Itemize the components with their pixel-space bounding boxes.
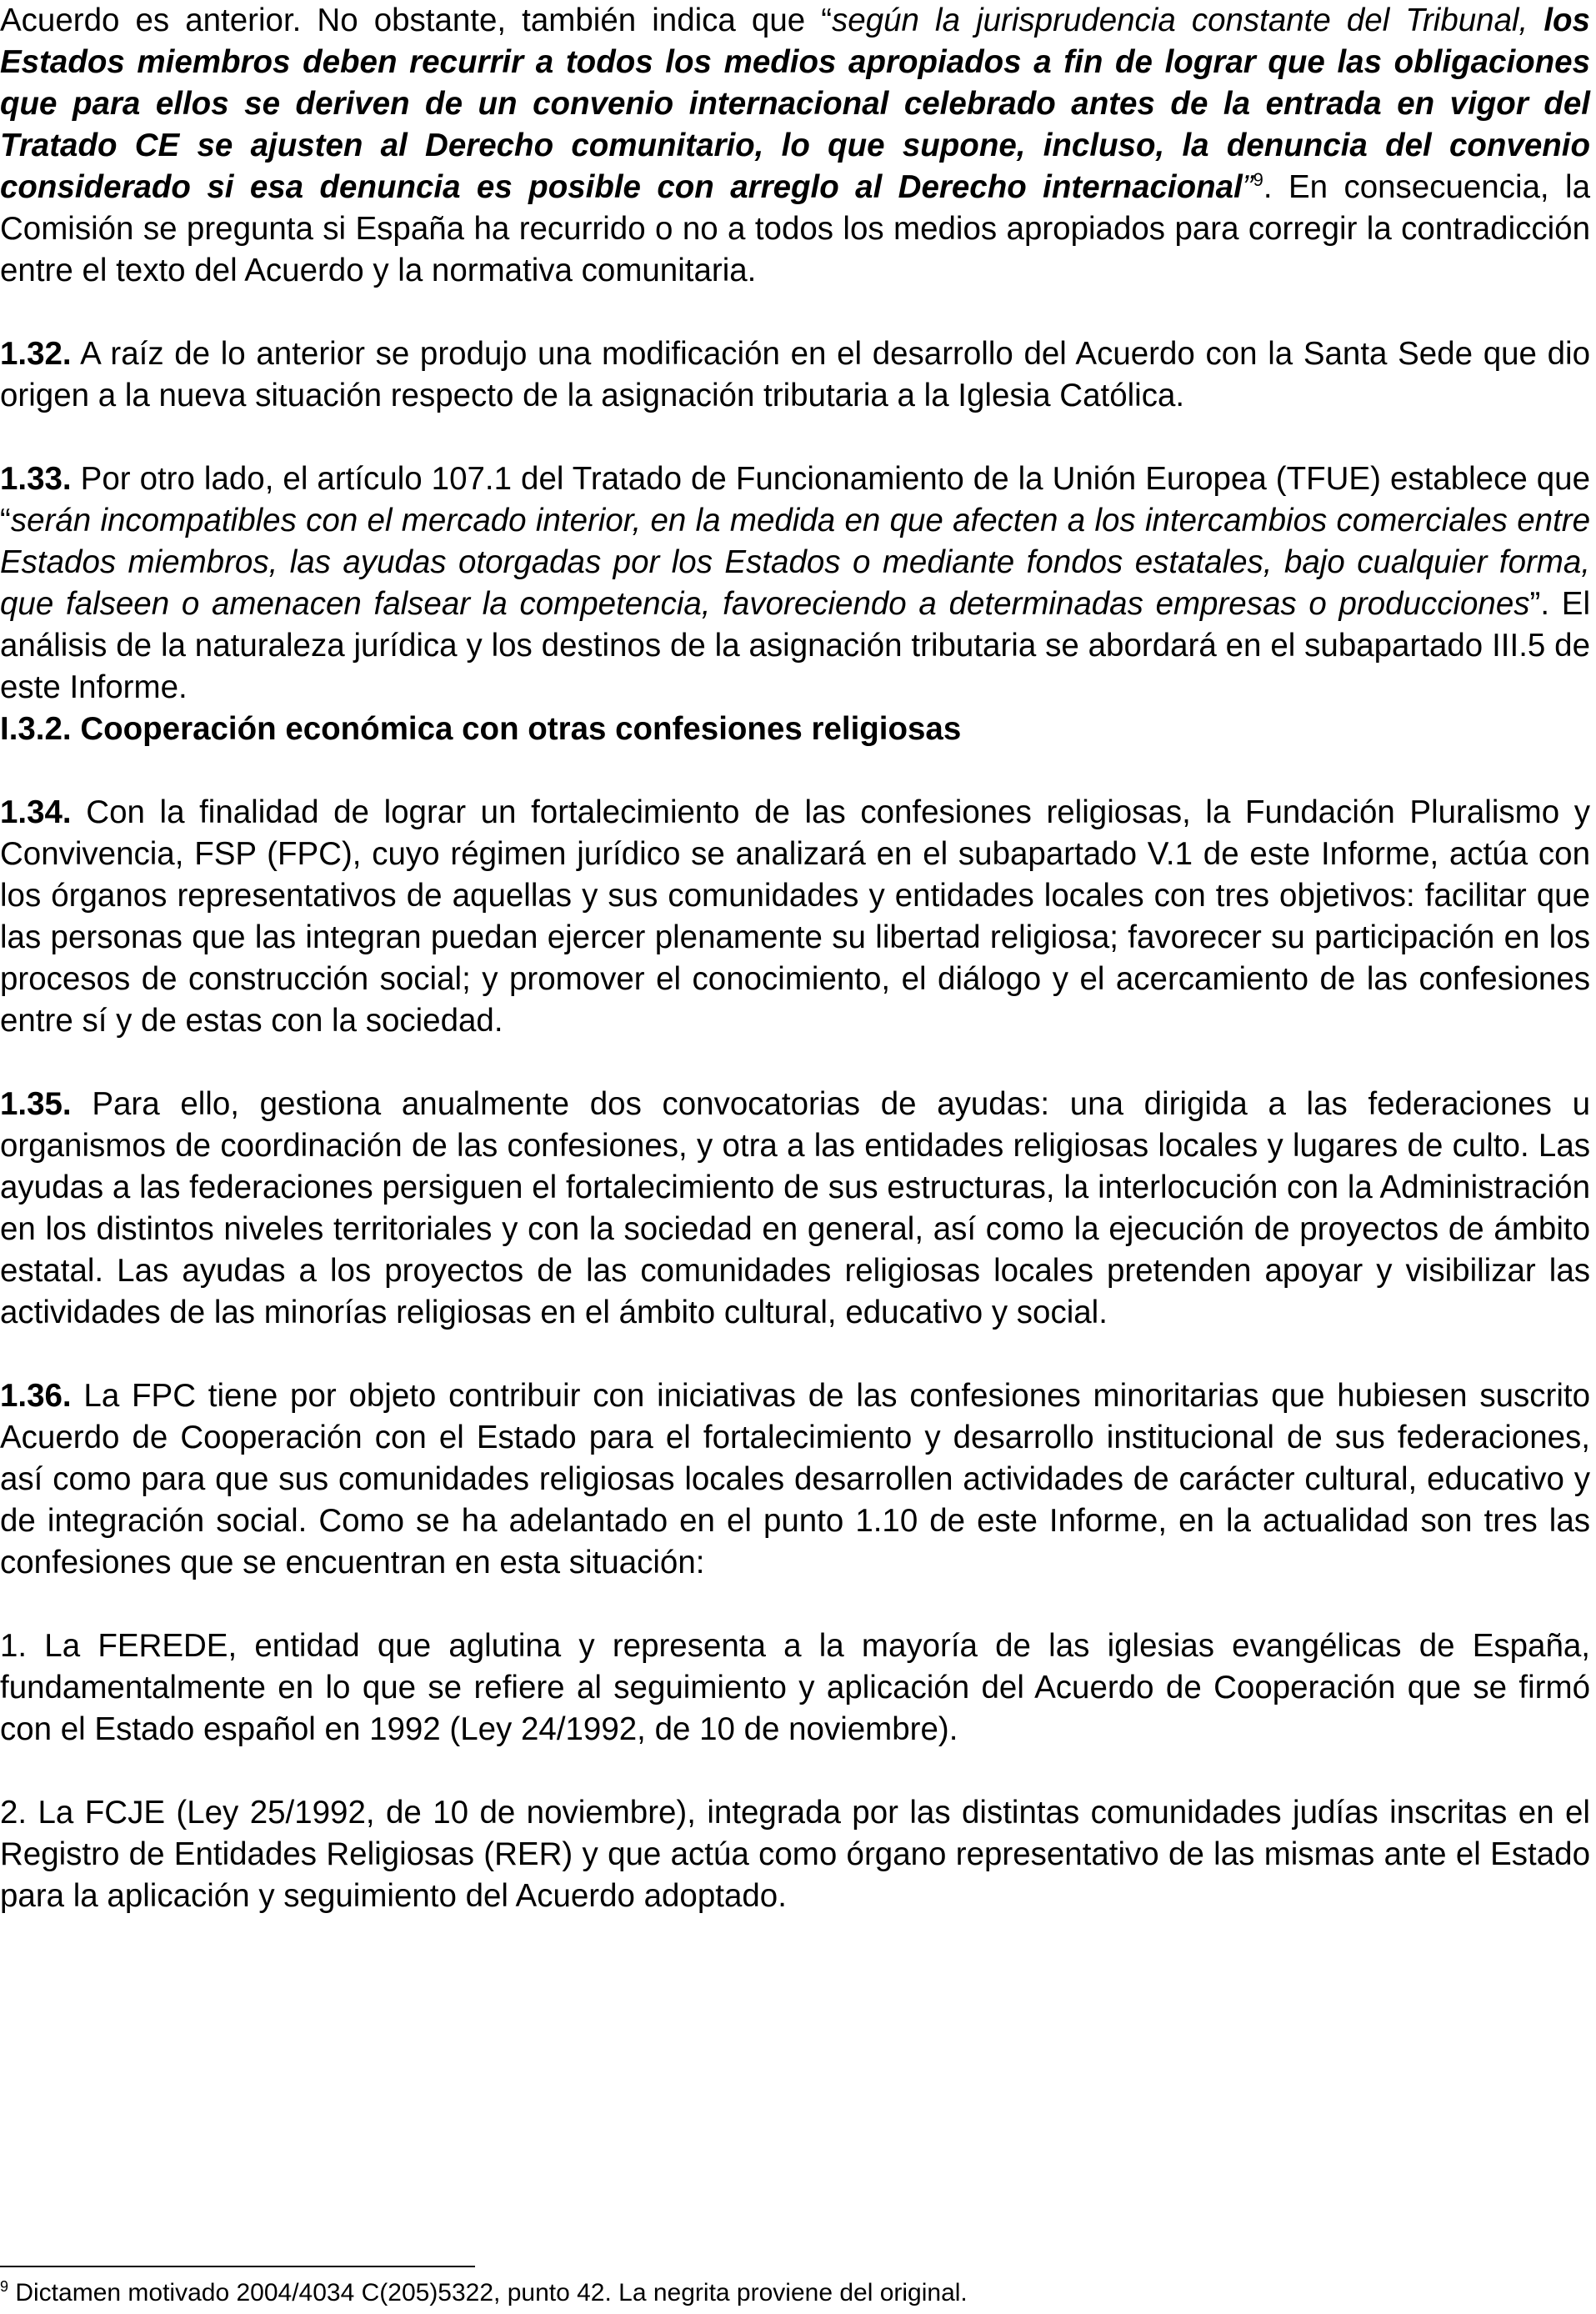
paragraph-intro	[0, 0, 1590, 292]
footnote-number: 9	[0, 2278, 9, 2295]
paragraph-text: A raíz de lo anterior se produjo una modificación en el desarrollo del Acuerdo con la Santa Sede que dio origen a la nueva situación respecto de la asignación tributaria a la Iglesia Católica.	[0, 336, 1590, 413]
paragraph-number: 1.32.	[0, 336, 72, 372]
intro-text-2: . En consecuencia, la Comisión se pregunta si España ha recurrido o no a todos los medios apropiados para corregir la contradicción entre el texto del Acuerdo y la normativa comunitaria.	[0, 169, 1590, 288]
footnote	[0, 2278, 968, 2308]
paragraph-quote-italic: serán incompatibles con el mercado interior, en la medida en que afecten a los intercambios comerciales entre Estados miembros, las ayudas otorgadas por los Estados o mediante fondos estatales, bajo cualquier forma, que falseen o amenacen falsear la competencia, favoreciendo a determinadas empresas o producciones	[0, 503, 1590, 622]
intro-quote-bold-italic: los Estados miembros deben recurrir a todos los medios apropiados a fin de lograr que las obligaciones que para ellos se deriven de un convenio internacional celebrado antes de la entrada en vigor del Tratado CE se ajusten al Derecho comunitario, lo que supone, incluso, la denuncia del convenio considerado si esa denuncia es posible con arreglo al Derecho internacional	[0, 3, 1590, 205]
paragraph-number: 1.34.	[0, 794, 72, 830]
list-item: 1. La FEREDE, entidad que aglutina y representa a la mayoría de las iglesias evangélicas de España, fundamentalmente en lo que se refiere al seguimiento y aplicación del Acuerdo de Cooperación que se firmó con el Estado español en 1992 (Ley 24/1992, de 10 de noviembre).	[0, 1628, 1590, 1747]
footnote-reference[interactable]: 9	[1253, 169, 1263, 191]
paragraph-number: 1.35.	[0, 1086, 72, 1122]
paragraph-1-32	[0, 333, 1590, 417]
list-item: 2. La FCJE (Ley 25/1992, de 10 de noviembre), integrada por las distintas comunidades judías inscritas en el Registro de Entidades Religiosas (RER) y que actúa como órgano representativo de las mismas ante el Estado para la aplicación y seguimiento del Acuerdo adoptado.	[0, 1795, 1590, 1914]
footnote-text: Dictamen motivado 2004/4034 C(205)5322, punto 42. La negrita proviene del original.	[8, 2279, 968, 2306]
intro-text-1: Acuerdo es anterior. No obstante, también indica que “	[0, 3, 833, 38]
intro-quote-close: ”	[1242, 169, 1253, 205]
section-title: Cooperación económica con otras confesiones religiosas	[71, 711, 962, 747]
paragraph-number: 1.33.	[0, 461, 72, 497]
paragraph-1-35	[0, 1084, 1590, 1334]
paragraph-number: 1.36.	[0, 1378, 72, 1414]
paragraph-text: Con la finalidad de lograr un fortalecimiento de las confesiones religiosas, la Fundación Pluralismo y Convivencia, FSP (FPC), cuyo régimen jurídico se analizará en el subapartado V.1 de este Informe, actúa con los órganos representativos de aquellas y sus comunidades y entidades locales con tres objetivos: facilitar que las personas que las integran puedan ejercer plenamente su libertad religiosa; favorecer su participación en los procesos de construcción social; y promover el conocimiento, el diálogo y el acercamiento de las confesiones entre sí y de estas con la sociedad.	[0, 794, 1590, 1039]
intro-quote-italic: según la jurisprudencia constante del Tribunal,	[832, 3, 1544, 38]
paragraph-1-36	[0, 1375, 1590, 1584]
paragraph-text: La FPC tiene por objeto contribuir con iniciativas de las confesiones minoritarias que hubiesen suscrito Acuerdo de Cooperación con el Estado para el fortalecimiento y desarrollo institucional de sus federaciones, así como para que sus comunidades religiosas locales desarrollen actividades de carácter cultural, educativo y de integración social. Como se ha adelantado en el punto 1.10 de este Informe, en la actualidad son tres las confesiones que se encuentran en esta situación:	[0, 1378, 1590, 1580]
paragraph-1-33	[0, 458, 1590, 709]
paragraph-1-34	[0, 792, 1590, 1042]
paragraph-text: Para ello, gestiona anualmente dos convocatorias de ayudas: una dirigida a las federaciones u organismos de coordinación de las confesiones, y otra a las entidades religiosas locales y lugares de culto. Las ayudas a las federaciones persiguen el fortalecimiento de sus estructuras, la interlocución con la Administración en los distintos niveles territoriales y con la sociedad en general, así como la ejecución de proyectos de ámbito estatal. Las ayudas a los proyectos de las comunidades religiosas locales pretenden apoyar y visibilizar las actividades de las minorías religiosas en el ámbito cultural, educativo y social.	[0, 1086, 1590, 1330]
paragraph-text-end: ”. El análisis de la naturaleza jurídica y los destinos de la asignación tributaria se abordará en el subapartado III.5 de este Informe.	[0, 586, 1590, 705]
section-number: I.3.2.	[0, 711, 72, 747]
section-heading	[0, 709, 1590, 750]
paragraph-text: Por otro lado, el artículo 107.1 del Tratado de Funcionamiento de la Unión Europea (TFUE) establece que “	[0, 461, 1590, 538]
footnote-separator	[0, 2266, 475, 2267]
